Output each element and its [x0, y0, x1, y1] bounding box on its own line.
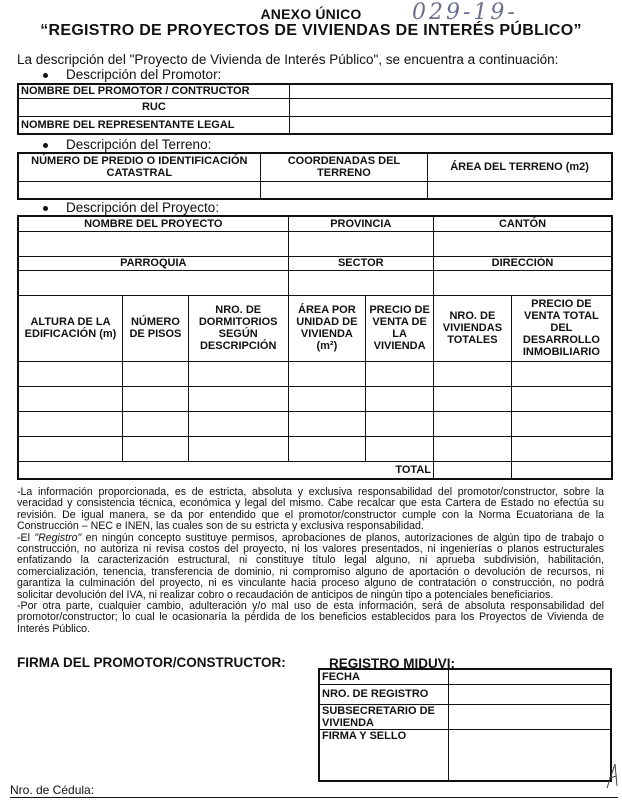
- provincia-field[interactable]: [288, 231, 433, 256]
- table-cell[interactable]: [511, 361, 612, 386]
- fecha-label: FECHA: [319, 669, 449, 684]
- nro-registro-label: NRO. DE REGISTRO: [319, 684, 449, 704]
- area-terreno-field[interactable]: [428, 181, 612, 199]
- provincia-header: PROVINCIA: [288, 216, 433, 231]
- table-cell[interactable]: [123, 361, 189, 386]
- bullet-icon: [43, 206, 48, 211]
- table-cell[interactable]: [188, 436, 288, 461]
- legal-paragraph-1: -La información proporcionada, es de estricta, absoluta y exclusiva responsabilidad del promotor/constructor, sobre la veracidad y consistencia técnica, económica y legal del mismo. Cabe recalcar que esta Cartera de Estado no efectúa su revisión. De igual manera, se da por entendido que el promotor/constructor cumple con la Norma Ecuatoriana de la Construcción – NEC e INEN, las cuales son de su estricta y exclusiva responsabilidad.: [17, 486, 604, 533]
- table-cell[interactable]: [288, 361, 366, 386]
- canton-field[interactable]: [434, 231, 613, 256]
- legal-notes: [17, 487, 604, 635]
- table-cell[interactable]: [434, 361, 512, 386]
- miduvi-table: [318, 668, 612, 782]
- firma-sello-label: FIRMA Y SELLO: [319, 729, 449, 781]
- subsecretario-field[interactable]: [449, 704, 611, 729]
- pisos-header: NÚMERO DE PISOS: [123, 295, 189, 361]
- annex-title: ANEXO ÚNICO: [260, 6, 362, 22]
- sector-field[interactable]: [288, 270, 433, 295]
- table-cell[interactable]: [434, 411, 512, 436]
- fecha-field[interactable]: [449, 669, 611, 684]
- table-cell[interactable]: [188, 361, 288, 386]
- table-cell[interactable]: [188, 411, 288, 436]
- canton-header: CANTÓN: [434, 216, 613, 231]
- precio-vivienda-header: PRECIO DE VENTA DE LA VIVIENDA: [366, 295, 434, 361]
- parroquia-header: PARROQUIA: [18, 256, 288, 270]
- table-cell[interactable]: [123, 436, 189, 461]
- table-cell[interactable]: [511, 436, 612, 461]
- firma-sello-field[interactable]: [449, 729, 611, 781]
- legal-p2-prefix: -El: [17, 531, 35, 544]
- cedula-label: Nro. de Cédula:: [10, 783, 95, 797]
- nombre-proyecto-field[interactable]: [18, 231, 288, 256]
- terreno-table: [17, 152, 613, 200]
- subsecretario-label: SUBSECRETARIO DE VIVIENDA: [319, 704, 449, 729]
- table-cell[interactable]: [18, 436, 123, 461]
- total-label: TOTAL: [18, 461, 434, 479]
- table-row: [18, 361, 612, 386]
- table-cell[interactable]: [18, 361, 123, 386]
- table-cell[interactable]: [288, 436, 366, 461]
- section-promotor-label: Descripción del Promotor:: [66, 67, 222, 82]
- section-proyecto: [43, 200, 219, 215]
- table-cell[interactable]: [18, 411, 123, 436]
- precio-total-header: PRECIO DE VENTA TOTAL DEL DESARROLLO INMOBILIARIO: [511, 295, 612, 361]
- dormitorios-header: NRO. DE DORMITORIOS SEGÚN DESCRIPCIÓN: [188, 295, 288, 361]
- ruc-field[interactable]: [289, 98, 612, 116]
- table-cell[interactable]: [511, 411, 612, 436]
- table-cell[interactable]: [288, 411, 366, 436]
- nro-viviendas-header: NRO. DE VIVIENDAS TOTALES: [434, 295, 512, 361]
- table-row: [18, 411, 612, 436]
- table-cell[interactable]: [18, 386, 123, 411]
- table-cell[interactable]: [366, 436, 434, 461]
- ruc-label: RUC: [18, 98, 289, 116]
- legal-p2-italic: "Registro": [34, 531, 82, 544]
- direccion-field[interactable]: [434, 270, 613, 295]
- legal-p2-rest: en ningún concepto sustituye permisos, aprobaciones de planos, autorizaciones de algún tipo de trabajo o construcción, no autoriza ni revisa costos del proyecto, ni los valores presentados, ni ingenierías o planos estructurales enfatizando la caracterización estructural, ni constituye título legal alguno, ni aprueba subdivisión, habilitación, comercialización, tenencia, transferencia de dominio, ni compromiso alguno de aportación o devolución de recursos, ni garantiza la culminación del proyecto, ni es vinculante hacia proceso alguno de contratación o construcción, no podrá solicitar devolución del IVA, ni realizar cobro o recaudación de anticipos de ningún tipo a potenciales beneficiarios.: [17, 531, 604, 601]
- sector-header: SECTOR: [288, 256, 433, 270]
- direccion-header: DIRECCIÓN: [434, 256, 613, 270]
- nombre-proyecto-header: NOMBRE DEL PROYECTO: [18, 216, 288, 231]
- table-cell[interactable]: [366, 361, 434, 386]
- section-proyecto-label: Descripción del Proyecto:: [66, 200, 220, 215]
- total-precio-field[interactable]: [511, 461, 612, 479]
- table-cell[interactable]: [123, 386, 189, 411]
- table-cell[interactable]: [434, 436, 512, 461]
- bullet-icon: [43, 143, 48, 148]
- table-cell[interactable]: [188, 386, 288, 411]
- nro-registro-field[interactable]: [449, 684, 611, 704]
- area-unidad-header: ÁREA POR UNIDAD DE VIVIENDA (m²): [288, 295, 366, 361]
- table-cell[interactable]: [511, 386, 612, 411]
- table-cell[interactable]: [366, 411, 434, 436]
- altura-header: ALTURA DE LA EDIFICACIÓN (m): [18, 295, 123, 361]
- table-row: [18, 386, 612, 411]
- promotor-name-field[interactable]: [289, 84, 612, 98]
- parroquia-field[interactable]: [18, 270, 288, 295]
- proyecto-table: [17, 215, 613, 480]
- table-cell[interactable]: [123, 411, 189, 436]
- bullet-icon: [43, 73, 48, 78]
- document-title: “REGISTRO DE PROYECTOS DE VIVIENDAS DE INTERÉS PÚBLICO”: [40, 22, 582, 39]
- intro-text: La descripción del "Proyecto de Vivienda de Interés Público", se encuentra a continuación:: [17, 52, 559, 67]
- area-terreno-header: ÁREA DEL TERRENO (m2): [428, 153, 612, 181]
- coordenadas-field[interactable]: [260, 181, 428, 199]
- handwritten-number: 029-19-: [412, 0, 518, 25]
- firma-promotor-label: FIRMA DEL PROMOTOR/CONSTRUCTOR:: [17, 655, 286, 670]
- promotor-name-label: NOMBRE DEL PROMOTOR / CONTRUCTOR: [18, 84, 289, 98]
- bottom-rule: [10, 797, 618, 798]
- legal-rep-label: NOMBRE DEL REPRESENTANTE LEGAL: [18, 116, 289, 134]
- predio-header: NÚMERO DE PREDIO O IDENTIFICACIÓN CATASTRAL: [18, 153, 260, 181]
- table-cell[interactable]: [366, 386, 434, 411]
- section-terreno: [43, 137, 211, 152]
- promotor-table: [17, 83, 613, 135]
- legal-paragraph-2: [17, 533, 604, 601]
- legal-rep-field[interactable]: [289, 116, 612, 134]
- total-viviendas-field[interactable]: [434, 461, 512, 479]
- section-terreno-label: Descripción del Terreno:: [66, 137, 212, 152]
- registro-miduvi-label: REGISTRO MIDUVI:: [329, 656, 456, 671]
- predio-field[interactable]: [18, 181, 260, 199]
- table-cell[interactable]: [288, 386, 366, 411]
- section-promotor: [43, 67, 221, 82]
- coordenadas-header: COORDENADAS DEL TERRENO: [260, 153, 428, 181]
- initials-mark-icon: [605, 760, 619, 790]
- legal-paragraph-3: -Por otra parte, cualquier cambio, adulteración y/o mal uso de esta información, será de absoluta responsabilidad del promotor/constructor; lo cual le ocasionaría la pérdida de los beneficios establecidos para los Proyectos de Vivienda de Interés Público.: [17, 600, 604, 635]
- table-row: [18, 436, 612, 461]
- table-cell[interactable]: [434, 386, 512, 411]
